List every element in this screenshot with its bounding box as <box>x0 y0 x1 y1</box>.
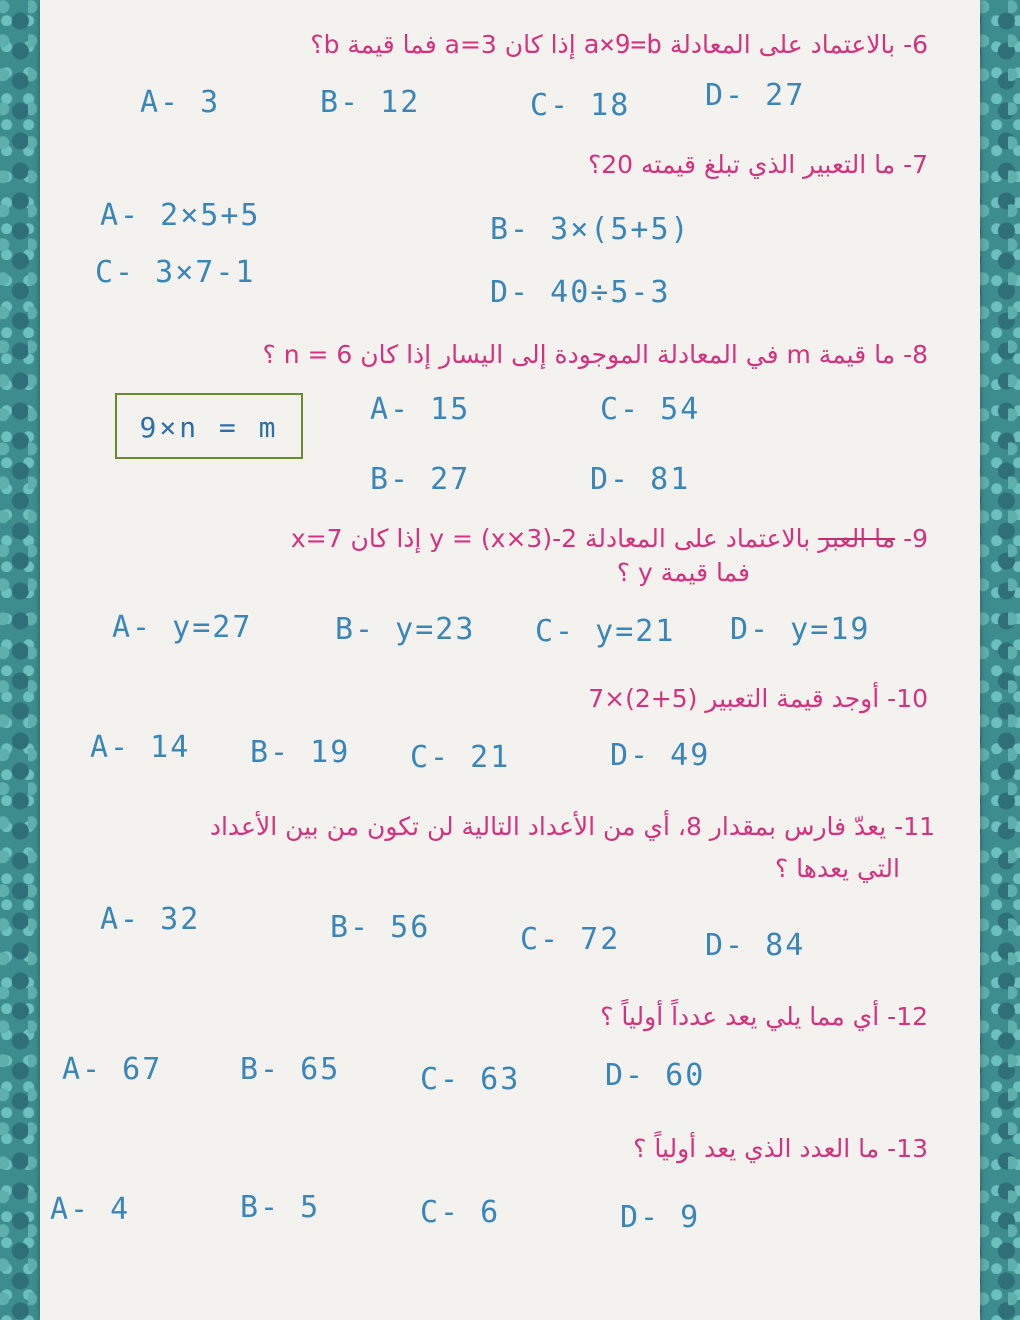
question-text: ما التعبير الذي تبلغ قيمته 20؟ <box>587 150 896 179</box>
option-c: C- 72 <box>520 922 621 957</box>
question-11-line-2: التي يعدها ؟ <box>774 854 900 883</box>
option-c: C- 6 <box>420 1195 501 1230</box>
option-b: B- 56 <box>330 910 431 945</box>
worksheet-paper <box>40 0 980 1320</box>
question-text: يعدّ فارس بمقدار 8، أي من الأعداد التالية لن تكون من بين الأعداد <box>209 812 887 841</box>
question-number: 12- <box>887 1002 928 1031</box>
question-number: 8- <box>903 340 928 369</box>
option-c: C- 3×7-1 <box>95 255 256 290</box>
question-9 <box>291 522 928 556</box>
option-d: D- 84 <box>705 928 806 963</box>
option-b: B- 19 <box>250 735 351 770</box>
option-c: C- y=21 <box>535 614 676 649</box>
option-b: B- 3×(5+5) <box>490 212 691 247</box>
question-number: 7- <box>903 150 928 179</box>
option-a: A- 4 <box>50 1192 131 1227</box>
question-text: أي مما يلي يعد عدداً أولياً ؟ <box>600 1002 880 1031</box>
option-a: A- 2×5+5 <box>100 198 261 233</box>
question-text: ما قيمة m في المعادلة الموجودة إلى اليسار إذا كان n = 6 ؟ <box>262 340 896 369</box>
option-b: B- 27 <box>370 462 471 497</box>
question-equation: a×9=b <box>583 30 662 60</box>
option-b: B- 65 <box>240 1052 341 1087</box>
option-c: C- 63 <box>420 1062 521 1097</box>
option-d: D- 9 <box>620 1200 701 1235</box>
question-number: 6- <box>903 30 928 59</box>
question-number: 11- <box>894 812 935 841</box>
option-d: D- y=19 <box>730 612 871 647</box>
option-a: A- 67 <box>62 1052 163 1087</box>
option-a: A- 3 <box>140 85 221 120</box>
question-text: أوجد قيمة التعبير (5+2)×7 <box>588 684 880 713</box>
question-6 <box>310 28 928 62</box>
question-text-after: إذا كان a=3 فما قيمة b؟ <box>310 30 576 59</box>
option-a: A- 15 <box>370 392 471 427</box>
question-number: 10- <box>887 684 928 713</box>
question-10 <box>588 682 928 716</box>
option-d: D- 60 <box>605 1058 706 1093</box>
question-number: 13- <box>887 1134 928 1163</box>
option-a: A- 32 <box>100 902 201 937</box>
question-8 <box>263 338 928 372</box>
option-d: D- 49 <box>610 738 711 773</box>
question-text: ما العدد الذي يعد أولياً ؟ <box>633 1134 880 1163</box>
question-9-line-2: فما قيمة y ؟ <box>616 558 750 587</box>
question-text: بالاعتماد على المعادلة <box>669 30 896 59</box>
option-d: D- 27 <box>705 78 806 113</box>
struck-text: ما العبر <box>818 524 896 553</box>
option-a: A- y=27 <box>112 610 253 645</box>
option-b: B- 5 <box>240 1190 321 1225</box>
option-b: B- y=23 <box>335 612 476 647</box>
option-c: C- 54 <box>600 392 701 427</box>
question-12 <box>600 1000 928 1034</box>
boxed-equation: 9×n = m <box>115 393 303 459</box>
option-c: C- 18 <box>530 88 631 123</box>
option-c: C- 21 <box>410 740 511 775</box>
question-7 <box>588 148 928 182</box>
question-number: 9- <box>903 524 928 553</box>
option-d: D- 81 <box>590 462 691 497</box>
question-11 <box>210 810 935 844</box>
question-13 <box>633 1132 928 1166</box>
option-a: A- 14 <box>90 730 191 765</box>
question-text: بالاعتماد على المعادلة y = (x×3)-2 إذا كان x=7 <box>290 524 811 553</box>
option-b: B- 12 <box>320 85 421 120</box>
option-d: D- 40÷5-3 <box>490 275 671 310</box>
